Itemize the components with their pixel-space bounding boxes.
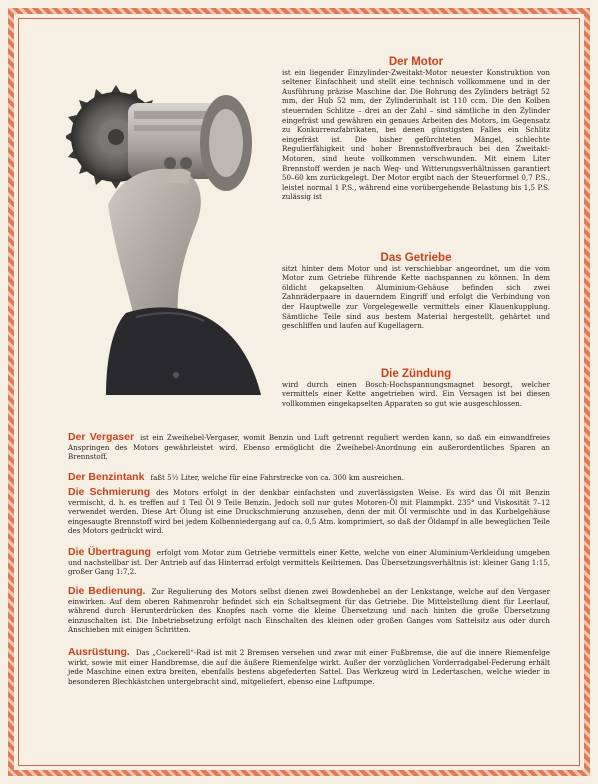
- zuendung-section: [282, 370, 550, 408]
- getriebe-text: sitzt hinter dem Motor und ist verschiebbar angeordnet, um die vom Motor zum Getriebe führende Kette nachspannen zu können. In dem öldicht gekapselten Aluminium-Gehäuse befinden sich zwei Zahnräderpaare in dauerndem Eingriff und erfolgt die Verbindung von der Hauptwelle zur Vorgelegewelle vermittels einer Klauenkupplung. Sämtliche Teile sind aus bestem Material hergestellt, gehärtet und geschliffen und laufen auf Kugellagern.: [282, 263, 550, 331]
- bedienung-section: [68, 587, 550, 635]
- uebertragung-heading: Die Übertragung: [68, 546, 151, 558]
- zuendung-heading: Die Zündung: [380, 368, 452, 380]
- schmierung-section: [68, 488, 550, 536]
- schmierung-text: des Motors erfolgt in der denkbar einfachsten und zuverlässigsten Weise. Es wird das Öl mit Benzin vermischt, d. h. es treffen auf 1 Teil Öl 9 Teile Benzin. Jedoch soll nur gutes Motoren-Öl mit Flammpkt. 235° und Viskosität 7–12 verwendet werden. Diese Art Ölung ist eine Druckschmierung anzusehen, denn der mit Öl vermischte und in das Kurbelgehäuse eingesaugte Brennstoff wird bei jedem Kolbenniedergang auf ca. 0,5 Atm. komprimiert, so daß der Öldampf in alle beweglichen Teile des Motors gedrückt wird.: [68, 488, 550, 536]
- uebertragung-section: [68, 548, 550, 577]
- bedienung-text: Zur Regulierung des Motors selbst dienen zwei Bowdenhebel an der Lenkstange, welche auf den Vergaser einwirken. Auf dem oberen Rahmenrohr befindet sich ein Schaltsegment für das Getriebe. Die Mittelstellung dient für Leerlauf, während durch Herunterdrücken des Knopfes nach vorne die kleine Übersetzung und nach hinten die große Übersetzung einzuschalten ist. Die Inbetriebsetzung erfolgt nach Einschalten des kleinen oder großen Ganges vom Sattelsitz aus oder durch Anschieben mit einigen Schritten.: [68, 587, 550, 635]
- ausruestung-heading: Ausrüstung.: [68, 646, 130, 658]
- bedienung-heading: Die Bedienung.: [68, 585, 146, 597]
- benzintank-section: [68, 473, 550, 483]
- vergaser-heading: Der Vergaser: [68, 431, 135, 443]
- vergaser-section: [68, 433, 550, 462]
- ausruestung-text: Das „Cockerell“-Rad ist mit 2 Bremsen versehen und zwar mit einer Fußbremse, die auf die innere Riemenfelge wirkt, sowie mit einer Handbremse, die auf die äußere Riemenfelge wirkt. Außer der vorzüglichen Vorderradgabel-Federung erhält jede Maschine einen extra breiten, ebenfalls bestens abgefederten Sattel. Das Werkzeug wird in Ledertaschen, welche wieder in besonderen Blechkästchen untergebracht sind, mitgeliefert, ebenso eine Luftpumpe.: [68, 648, 550, 686]
- benzintank-heading: Der Benzintank: [68, 471, 145, 483]
- benzintank-text: faßt 5½ Liter, welche für eine Fahrstrecke von ca. 300 km ausreichen.: [150, 473, 404, 482]
- zuendung-text: wird durch einen Bosch-Hochspannungsmagnet besorgt, welcher vermittels einer Kette angetrieben wird. Ein Versagen ist bei diesen vollkommen eingekapselten Apparaten so gut wie ausgeschlossen.: [282, 379, 550, 408]
- vergaser-text: ist ein Zweihebel-Vergaser, womit Benzin und Luft getrennt reguliert werden kann, so daß ein einwandfreies Anspringen des Motors gewährleistet wird. Ebenso ermöglicht die Zweihebel-Anordnung ein außerordentliches Sparen an Brennstoff.: [68, 433, 551, 462]
- ausruestung-section: [68, 648, 550, 686]
- getriebe-heading: Das Getriebe: [380, 252, 452, 264]
- motor-section: [282, 58, 550, 202]
- motor-text: ist ein liegender Einzylinder-Zweitakt-Motor neuester Konstruktion von seltener Einfachheit und stellt eine technisch vollkommene und in der Ausführung präzise Maschine dar. Die Bohrung des Zylinders beträgt 52 mm, der Hub 52 mm, der Zylinderinhalt ist 110 ccm. Die den Kolben steuernden Schlitze – drei an der Zahl – sind sämtliche in den Zylinder eingefräst und gewähren ein genaues Arbeiten des Motors, im Gegensatz zu Konkurrenzfabrikaten, bei denen günstigsten Falles ein Schlitz eingefräst ist. Die bisher gefürchteten Mängel, schlechte Regulierfähigkeit und hoher Brennstoffverbrauch bei den Zweitakt-Motoren, sind heute vollkommen verschwunden. Mit einem Liter Brennstoff werden je nach Weg- und Witterungsverhältnissen garantiert 50–60 km zurückgelegt. Der Motor ergibt nach der Steuerformel 0,7 P.S., leistet normal 1 P.S., während eine vorübergehende Belastung bis 1,5 P.S. zulässig ist: [282, 67, 550, 202]
- schmierung-heading: Die Schmierung: [68, 486, 151, 498]
- motor-heading: Der Motor: [388, 56, 444, 68]
- uebertragung-text: erfolgt vom Motor zum Getriebe vermittels einer Kette, welche von einer Aluminium-Verkleidung umgeben und nachstellbar ist. Der Antrieb auf das Hinterrad erfolgt vermittels Keilriemen. Das Übersetzungsverhältnis ist: kleiner Gang 1:15, großer Gang 1:7,2.: [68, 548, 550, 577]
- getriebe-section: [282, 254, 550, 331]
- engine-photo: [66, 55, 271, 405]
